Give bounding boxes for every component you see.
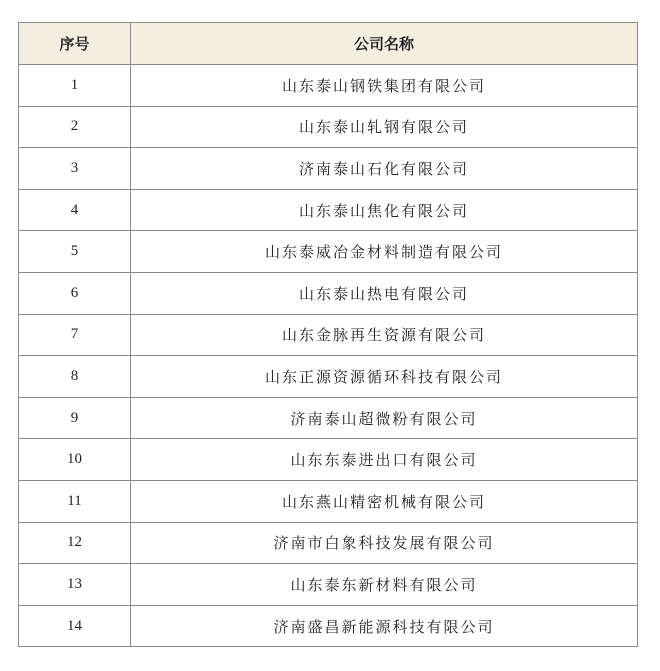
company-name: 山东泰山热电有限公司 bbox=[131, 272, 638, 314]
row-number: 11 bbox=[19, 480, 131, 522]
table-row bbox=[19, 605, 638, 647]
table-row bbox=[19, 439, 638, 481]
table-row bbox=[19, 231, 638, 273]
company-name: 山东正源资源循环科技有限公司 bbox=[131, 356, 638, 398]
table-row bbox=[19, 272, 638, 314]
table-row bbox=[19, 564, 638, 606]
row-number: 12 bbox=[19, 522, 131, 564]
row-number: 2 bbox=[19, 106, 131, 148]
row-number: 3 bbox=[19, 148, 131, 190]
row-number: 7 bbox=[19, 314, 131, 356]
row-number: 14 bbox=[19, 605, 131, 647]
company-name: 山东东泰进出口有限公司 bbox=[131, 439, 638, 481]
row-number: 1 bbox=[19, 65, 131, 107]
table-row bbox=[19, 189, 638, 231]
company-name: 山东金脉再生资源有限公司 bbox=[131, 314, 638, 356]
company-name: 山东燕山精密机械有限公司 bbox=[131, 480, 638, 522]
row-number: 9 bbox=[19, 397, 131, 439]
row-number: 6 bbox=[19, 272, 131, 314]
header-no: 序号 bbox=[19, 23, 131, 65]
company-name: 山东泰威冶金材料制造有限公司 bbox=[131, 231, 638, 273]
table-row bbox=[19, 356, 638, 398]
header-row bbox=[19, 23, 638, 65]
company-name: 山东泰山轧钢有限公司 bbox=[131, 106, 638, 148]
company-name: 山东泰山钢铁集团有限公司 bbox=[131, 65, 638, 107]
table-row bbox=[19, 106, 638, 148]
table-row bbox=[19, 148, 638, 190]
table-row bbox=[19, 397, 638, 439]
row-number: 13 bbox=[19, 564, 131, 606]
company-table bbox=[18, 22, 638, 647]
table-row bbox=[19, 522, 638, 564]
company-name: 山东泰山焦化有限公司 bbox=[131, 189, 638, 231]
row-number: 5 bbox=[19, 231, 131, 273]
company-name: 山东泰东新材料有限公司 bbox=[131, 564, 638, 606]
table-row bbox=[19, 480, 638, 522]
company-name: 济南泰山超微粉有限公司 bbox=[131, 397, 638, 439]
row-number: 8 bbox=[19, 356, 131, 398]
company-name: 济南泰山石化有限公司 bbox=[131, 148, 638, 190]
table-row bbox=[19, 65, 638, 107]
table-row bbox=[19, 314, 638, 356]
company-name: 济南盛昌新能源科技有限公司 bbox=[131, 605, 638, 647]
header-company-name: 公司名称 bbox=[131, 23, 638, 65]
company-name: 济南市白象科技发展有限公司 bbox=[131, 522, 638, 564]
row-number: 4 bbox=[19, 189, 131, 231]
row-number: 10 bbox=[19, 439, 131, 481]
